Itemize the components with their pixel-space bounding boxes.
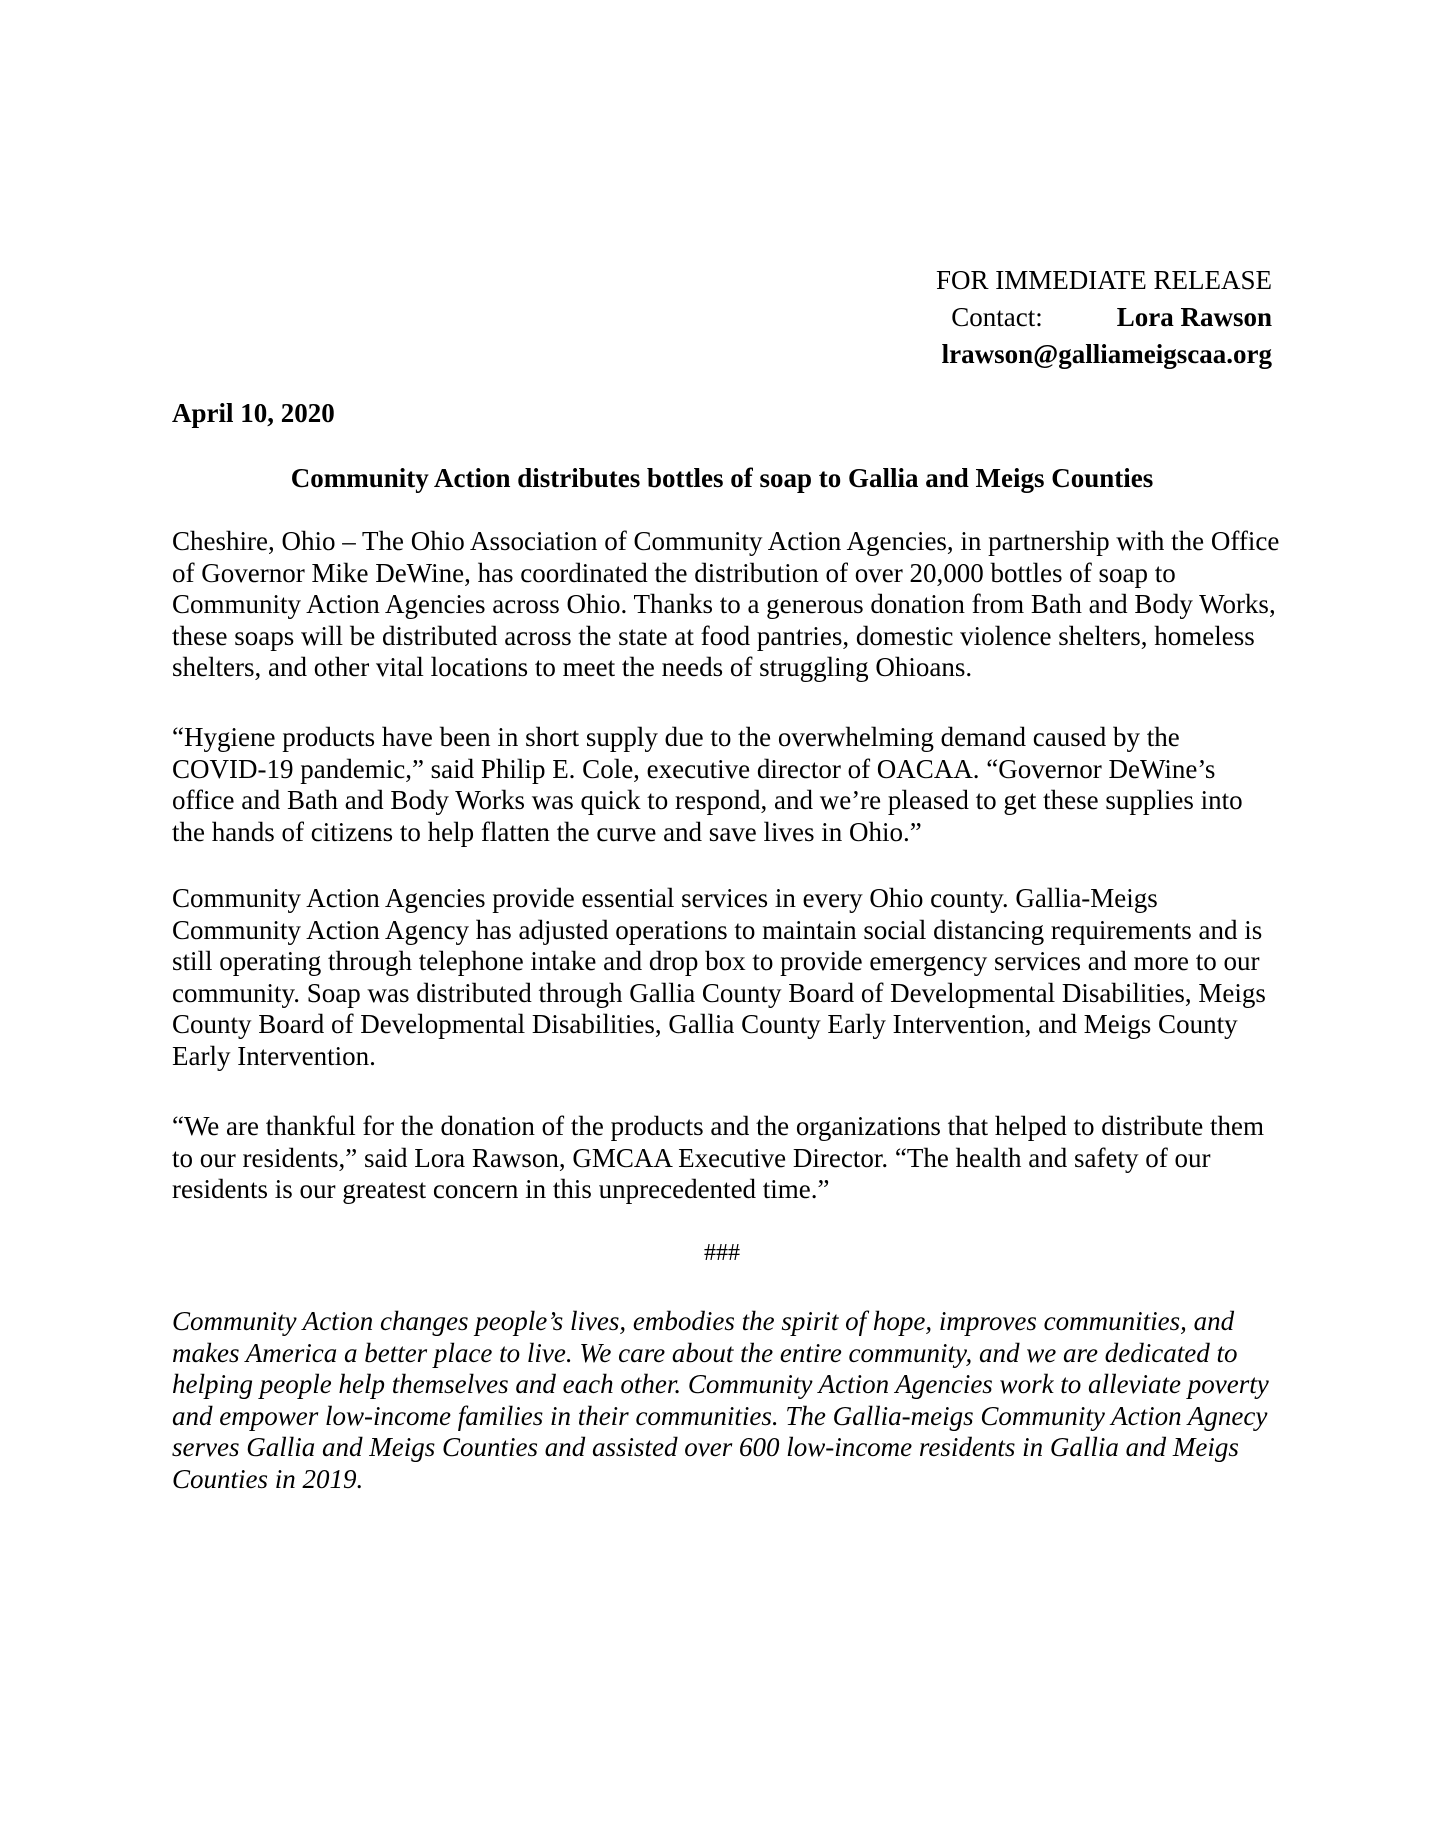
contact-name: Lora Rawson: [1116, 302, 1272, 332]
release-label: FOR IMMEDIATE RELEASE: [936, 265, 1272, 295]
headline: Community Action distributes bottles of soap to Gallia and Meigs Counties: [290, 463, 1154, 493]
boilerplate: Community Action changes people’s lives, embodies the spirit of hope, improves communities, and makes America a better place to live. We care about the entire community, and we are dedicated to helping people help themselves and each other. Community Action Agencies work to alleviate poverty and empower low-income families in their communities. The Gallia-meigs Community Action Agnecy serves Gallia and Meigs Counties and assisted over 600 low-income residents in Gallia and Meigs Counties in 2019.: [172, 1306, 1269, 1494]
contact-email: lrawson@galliameigscaa.org: [941, 339, 1272, 369]
end-separator: ###: [704, 1240, 740, 1266]
paragraph-2: “Hygiene products have been in short supply due to the overwhelming demand caused by the COVID-19 pandemic,” said Philip E. Cole, executive director of OACAA. “Governor DeWine’s office and Bath and Body Works was quick to respond, and we’re pleased to get these supplies into the hands of citizens to help flatten the curve and save lives in Ohio.”: [172, 722, 1243, 847]
contact-label: Contact:: [951, 302, 1043, 332]
release-date: April 10, 2020: [172, 398, 335, 428]
paragraph-3: Community Action Agencies provide essential services in every Ohio county. Gallia-Meigs Community Action Agency has adjusted operations to maintain social distancing requirements and is still operating through telephone intake and drop box to provide emergency services and more to our community. Soap was distributed through Gallia County Board of Developmental Disabilities, Meigs County Board of Developmental Disabilities, Gallia County Early Intervention, and Meigs County Early Intervention.: [172, 883, 1266, 1071]
paragraph-1: Cheshire, Ohio – The Ohio Association of Community Action Agencies, in partnership with the Office of Governor Mike DeWine, has coordinated the distribution of over 20,000 bottles of soap to Community Action Agencies across Ohio. Thanks to a generous donation from Bath and Body Works, these soaps will be distributed across the state at food pantries, domestic violence shelters, homeless shelters, and other vital locations to meet the needs of struggling Ohioans.: [172, 526, 1280, 682]
release-header: [936, 262, 1272, 373]
contact-line: [936, 299, 1272, 336]
paragraph-4: “We are thankful for the donation of the products and the organizations that helped to distribute them to our residents,” said Lora Rawson, GMCAA Executive Director. “The health and safety of our residents is our greatest concern in this unprecedented time.”: [172, 1111, 1265, 1204]
